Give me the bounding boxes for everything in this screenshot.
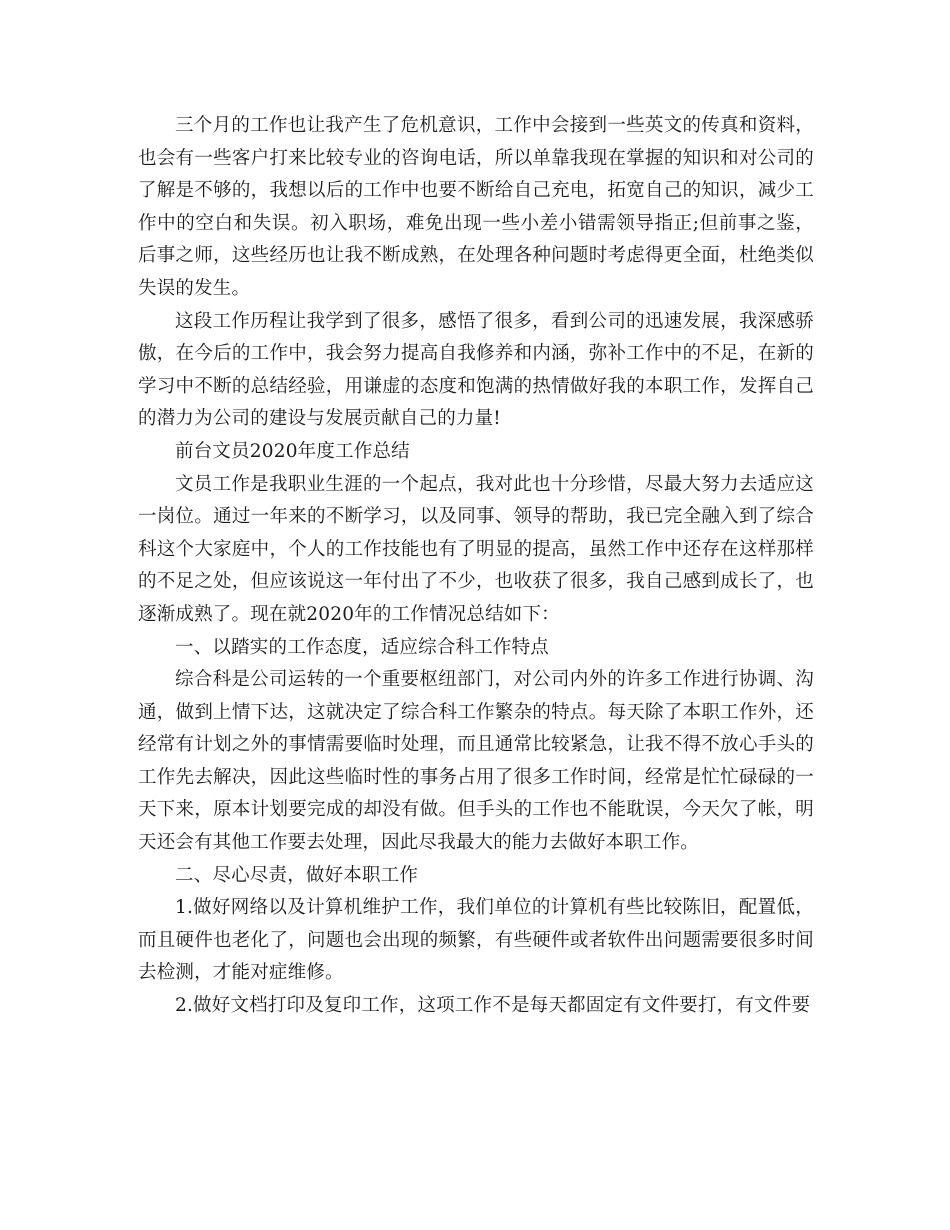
paragraph-intro: 文员工作是我职业生涯的一个起点，我对此也十分珍惜，尽最大努力去适应这一岗位。通过一年来的不断学习，以及同事、领导的帮助，我已完全融入到了综合科这个大家庭中，个人的工作技能也有了明显的提高，虽然工作中还存在这样那样的不足之处，但应该说这一年付出了不少，也收获了很多，我自己感到成长了，也逐渐成熟了。现在就2020年的工作情况总结如下： — [138, 473, 814, 625]
heading-two: 二、尽心尽责，做好本职工作 — [175, 864, 419, 886]
section-title: 前台文员2020年度工作总结 — [175, 440, 410, 462]
paragraph-work-experience: 这段工作历程让我学到了很多，感悟了很多，看到公司的迅速发展，我深感骄傲，在今后的工作中，我会努力提高自我修养和内涵，弥补工作中的不足，在新的学习中不断的总结经验，用谦虚的态度和饱满的热情做好我的本职工作，发挥自己的潜力为公司的建设与发展贡献自己的力量! — [138, 310, 814, 430]
heading-one: 一、以踏实的工作态度，适应综合科工作特点 — [175, 636, 550, 658]
paragraph-department: 综合科是公司运转的一个重要枢纽部门，对公司内外的许多工作进行协调、沟通，做到上情下达，这就决定了综合科工作繁杂的特点。每天除了本职工作外，还经常有计划之外的事情需要临时处理，而且通常比较紧急，让我不得不放心手头的工作先去解决，因此这些临时性的事务占用了很多工作时间，经常是忙忙碌碌的一天下来，原本计划要完成的却没有做。但手头的工作也不能耽误，今天欠了帐，明天还会有其他工作要去处理，因此尽我最大的能力去做好本职工作。 — [138, 669, 814, 854]
paragraph-item-2: 2.做好文档打印及复印工作，这项工作不是每天都固定有文件要打，有文件要 — [175, 995, 811, 1017]
document-body — [138, 110, 814, 1023]
paragraph-crisis-awareness: 三个月的工作也让我产生了危机意识，工作中会接到一些英文的传真和资料，也会有一些客户打来比较专业的咨询电话，所以单靠我现在掌握的知识和对公司的了解是不够的，我想以后的工作中也要不断给自己充电，拓宽自己的知识，减少工作中的空白和失误。初入职场，难免出现一些小差小错需领导指正;但前事之鉴，后事之师，这些经历也让我不断成熟，在处理各种问题时考虑得更全面，杜绝类似失误的发生。 — [138, 115, 814, 299]
paragraph-item-1: 1.做好网络以及计算机维护工作，我们单位的计算机有些比较陈旧，配置低，而且硬件也老化了，问题也会出现的频繁，有些硬件或者软件出问题需要很多时间去检测，才能对症维修。 — [138, 897, 814, 984]
